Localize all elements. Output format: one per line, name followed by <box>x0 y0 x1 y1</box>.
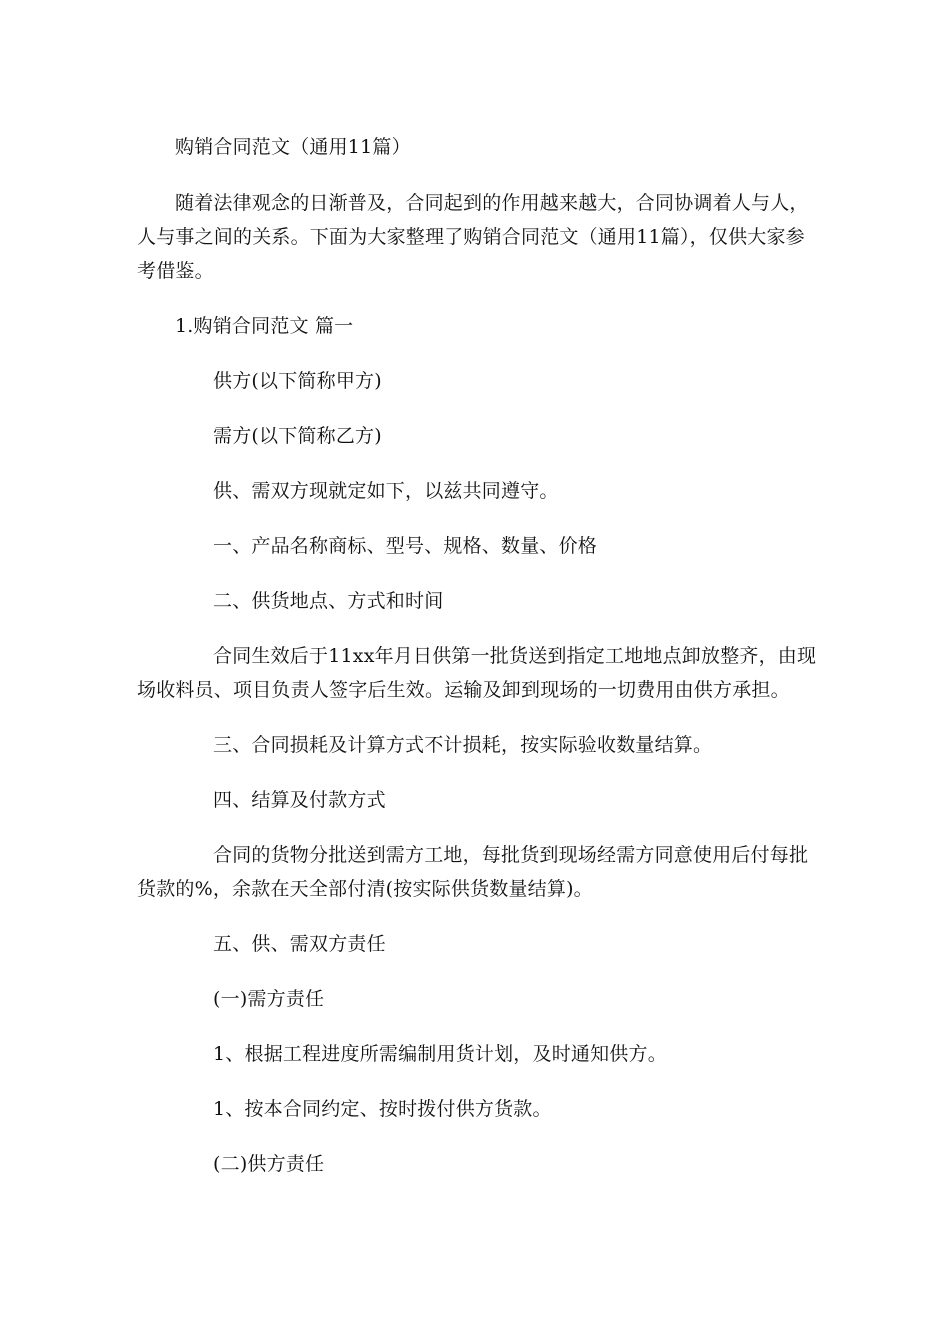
clause-4-heading: 四、结算及付款方式 <box>213 789 386 811</box>
section-heading: 1.购销合同范文 篇一 <box>175 315 354 337</box>
buyer-responsibility-1: 1、根据工程进度所需编制用货计划，及时通知供方。 <box>213 1043 667 1065</box>
buyer-responsibility-2: 1、按本合同约定、按时拨付供方货款。 <box>213 1098 552 1120</box>
intro-line-2: 人与事之间的关系。下面为大家整理了购销合同范文（通用11篇），仅供大家参 <box>137 226 805 248</box>
document-title: 购销合同范文（通用11篇） <box>175 136 411 158</box>
clause-2-heading: 二、供货地点、方式和时间 <box>213 590 444 612</box>
agreement-line: 供、需双方现就定如下，以兹共同遵守。 <box>213 480 559 502</box>
clause-1-heading: 一、产品名称商标、型号、规格、数量、价格 <box>213 535 598 557</box>
clause-3-heading: 三、合同损耗及计算方式不计损耗，按实际验收数量结算。 <box>213 734 713 756</box>
clause-2-text-2: 场收料员、项目负责人签字后生效。运输及卸到现场的一切费用由供方承担。 <box>137 679 790 701</box>
clause-4-text-1: 合同的货物分批送到需方工地，每批货到现场经需方同意使用后付每批 <box>213 844 809 866</box>
supplier-responsibility-heading: (二)供方责任 <box>213 1153 325 1175</box>
clause-4-text-2: 货款的%，余款在天全部付清(按实际供货数量结算)。 <box>137 878 593 900</box>
supplier-line: 供方(以下简称甲方) <box>213 370 382 392</box>
clause-2-text-1: 合同生效后于11xx年月日供第一批货送到指定工地地点卸放整齐，由现 <box>213 645 817 667</box>
buyer-responsibility-heading: (一)需方责任 <box>213 988 325 1010</box>
intro-line-1: 随着法律观念的日渐普及，合同起到的作用越来越大，合同协调着人与人， <box>175 192 809 214</box>
intro-line-3: 考借鉴。 <box>137 260 214 282</box>
clause-5-heading: 五、供、需双方责任 <box>213 933 386 955</box>
buyer-line: 需方(以下简称乙方) <box>213 425 382 447</box>
